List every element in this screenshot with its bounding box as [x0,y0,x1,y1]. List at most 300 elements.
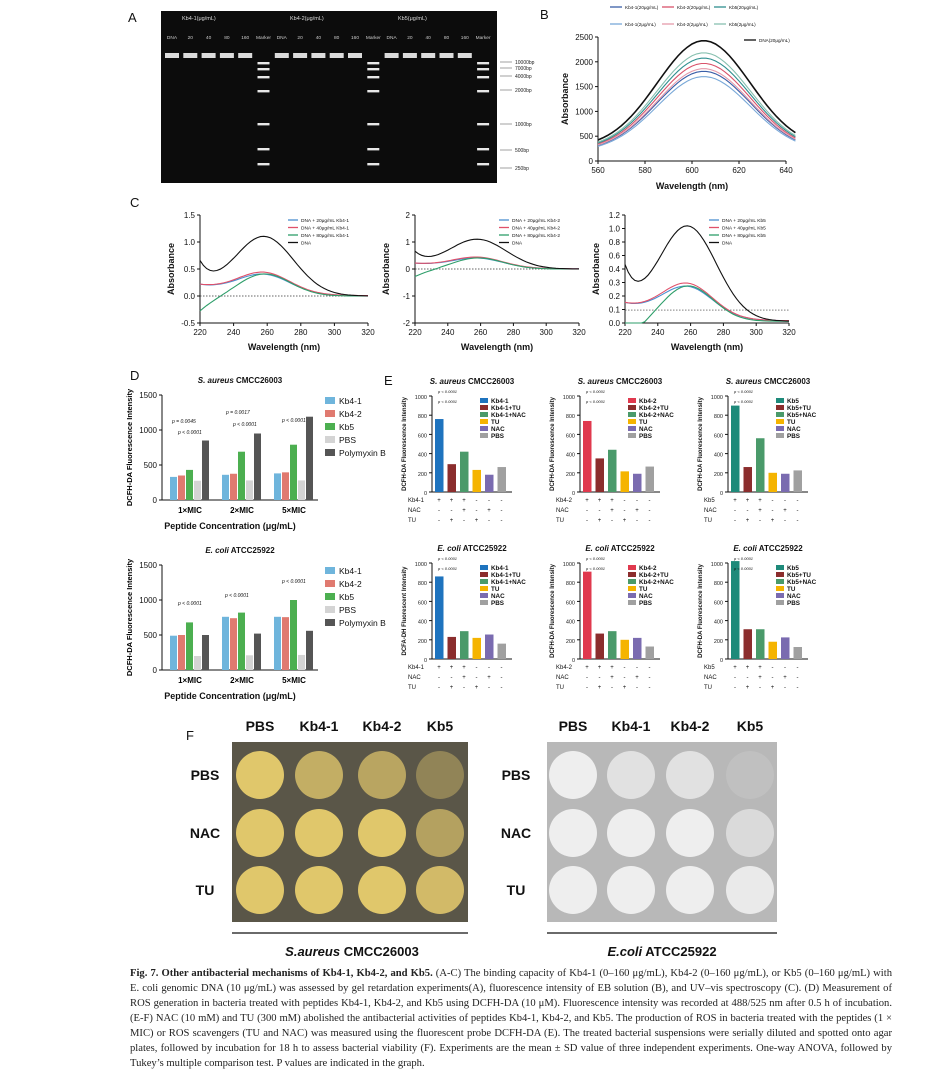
y-tick-label: 800 [565,581,575,588]
legend-label: PBS [639,600,652,607]
chart-title: S. aureus CMCC26003 [429,377,515,386]
treatment-sign: - [450,675,453,681]
marker-band [477,68,489,70]
bar [756,629,765,659]
y-axis-label: DCFH-DA Fluorescence Intensity [402,397,408,491]
y-tick-label: 1000 [562,395,575,401]
legend-swatch [628,579,636,584]
chart-title: E. coli ATCC25922 [437,544,507,553]
dna-band [385,53,399,58]
bar [435,576,444,659]
ros-scavenger-subchart [698,377,817,524]
panel-label-a: A [128,10,137,25]
plate-column-label: PBS [245,718,275,734]
y-tick-label: 0 [423,491,427,497]
treatment-sign: + [474,518,479,524]
legend-label: Kb5+NAC [787,579,817,586]
x-tick-label: 320 [782,328,796,337]
y-tick-label: 0 [588,157,593,166]
y-tick-label: 0 [152,666,157,675]
colony-spot [666,866,714,914]
y-tick-label: 1000 [139,596,157,605]
uv-vis-series [200,274,368,311]
x-tick-label: 220 [408,328,422,337]
bar [485,475,494,492]
legend-swatch [480,572,488,577]
legend-label: NAC [787,593,801,600]
uv-vis-series [625,286,789,321]
uv-vis-series [625,283,789,321]
legend-label: TU [787,586,796,593]
gel-lane-label: 160 [350,36,360,41]
p-value-label: p < 0.0001 [438,556,458,561]
treatment-sign: + [610,675,614,681]
marker-band [258,123,270,125]
treatment-sign: - [475,675,478,681]
treatment-sign: - [623,498,626,504]
marker-band [477,90,489,92]
y-axis-label: DCFH-DA Fluorescence Intensity [550,564,556,658]
marker-band [477,62,489,64]
treatment-sign: - [438,508,440,514]
treatment-sign: - [796,498,799,504]
legend-label: Kb4-1+NAC [491,412,526,419]
gel-lane-label: 40 [425,36,431,41]
bar [498,644,507,659]
x-tick-label: 320 [361,328,375,337]
y-tick-label: 400 [565,619,575,626]
legend-swatch [325,410,335,417]
legend-label: Kb4-1(2μg/mL) [625,22,656,27]
marker-band [367,163,379,165]
uv-vis-series [415,258,579,277]
bar [170,477,177,500]
legend-label: Kb4-1+TU [491,572,521,579]
legend-label: Kb4-2 [339,409,362,419]
dna-band [440,53,454,58]
ros-scavenger-subchart [402,377,526,524]
legend-label: Kb4-2+TU [639,405,669,412]
bar [485,635,494,659]
bar [282,617,289,670]
colony-spot [295,751,343,799]
p-value-label: p < 0.0001 [586,399,606,404]
marker-band [258,163,270,165]
gel-lane-label: 160 [241,36,250,41]
legend-label: PBS [339,605,357,615]
uv-vis-series [415,239,579,269]
legend-swatch [776,586,784,591]
legend-label: PBS [491,433,504,440]
gel-lane-label: 80 [224,36,230,41]
bar [254,634,261,670]
bar [238,613,245,670]
y-tick-label: 0.1 [608,305,620,315]
legend-swatch [480,426,488,431]
plate-row-label: NAC [500,825,532,841]
treatment-row-label: Kb5 [704,498,715,504]
gel-lane-label: 40 [205,36,212,41]
legend-label: DNA + 20μg/mL Kb5 [722,219,766,224]
bar [769,642,778,659]
bar [633,474,642,492]
legend-swatch [480,398,488,403]
spectrum-series [598,71,795,145]
p-value-label: p < 0.0001 [225,593,249,599]
treatment-sign: + [745,685,750,691]
bar [621,640,630,659]
treatment-sign: + [462,675,466,681]
legend-swatch [325,593,335,600]
legend-label: TU [491,419,500,426]
colony-spot [607,751,655,799]
colony-spot [726,809,774,857]
legend-label: TU [491,586,500,593]
colony-spot [726,751,774,799]
marker-band [477,148,489,150]
y-tick-label: 1000 [414,395,427,401]
uv-vis-subchart [381,211,586,352]
x-tick-label: 600 [685,166,699,175]
plate-column-label: Kb4-1 [611,718,651,734]
x-tick-label: 260 [260,328,274,337]
spectrum-series [598,53,795,142]
treatment-row-label: Kb5 [704,665,715,671]
legend-label: NAC [491,426,505,433]
legend-label: Polymyxin B [339,618,386,628]
gel-lane-label: 40 [315,36,322,41]
bar [170,636,177,670]
legend-swatch [776,565,784,570]
treatment-sign: - [488,498,490,504]
y-tick-label: 600 [417,433,427,440]
treatment-sign: - [475,498,478,504]
uv-vis-charts-c [166,211,796,352]
legend-swatch [628,565,636,570]
chart-title: E. coli ATCC25922 [205,546,275,555]
chart-title: S. aureus CMCC26003 [725,377,811,386]
gel-group-label: Kb4-1(μg/mL) [182,16,216,22]
p-value-label: p < 0.0001 [734,556,754,561]
uv-vis-series [200,236,368,296]
treatment-sign: + [758,675,762,681]
legend-swatch [628,405,636,410]
agar-plates-f [190,718,777,959]
bar [633,638,642,659]
treatment-sign: - [636,685,638,691]
bar [306,417,313,500]
y-tick-label: 200 [565,471,575,478]
legend-swatch [628,600,636,605]
bar [298,480,305,500]
colony-spot [295,866,343,914]
legend-label: DNA(20μg/mL) [759,38,790,43]
legend-label: DNA [512,241,523,247]
treatment-sign: - [586,518,588,524]
bar [202,441,209,501]
y-tick-label: 0 [571,491,575,497]
y-tick-label: -2 [402,319,410,328]
uv-vis-series [625,286,789,323]
y-tick-label: 1000 [710,562,723,568]
colony-spot [295,809,343,857]
legend-swatch [480,579,488,584]
colony-spot [416,866,464,914]
legend-swatch [628,586,636,591]
plate-row-label: PBS [190,767,220,783]
p-value-label: p < 0.0001 [586,566,606,571]
y-tick-label: 400 [565,452,575,459]
uv-vis-subchart [591,211,796,352]
legend-label: NAC [639,593,653,600]
bar [246,480,253,500]
p-value-label: p < 0.0001 [734,389,754,394]
marker-size-label: 2000bp [515,88,532,94]
x-tick-label: 300 [539,328,553,337]
treatment-sign: + [610,665,614,671]
legend-swatch [776,593,784,598]
x-tick-label: 280 [716,328,731,337]
gel-lane-label: DNA [386,36,397,41]
x-tick-label: 280 [294,328,308,337]
plate-column-label: PBS [558,718,588,734]
y-tick-label: 600 [565,600,575,607]
legend-swatch [480,586,488,591]
treatment-sign: - [500,685,503,691]
treatment-sign: - [734,518,736,524]
x-tick-label: 2×MIC [230,506,254,515]
y-tick-label: 1.0 [183,238,195,247]
spectrum-series [598,69,795,145]
legend-label: Kb5+NAC [787,412,817,419]
plate-column-label: Kb5 [426,718,454,734]
panel-label-f: F [186,728,194,743]
bar [290,445,297,500]
legend-swatch [776,572,784,577]
marker-size-label: 10000bp [515,60,535,66]
plate-row-label: TU [195,882,215,898]
colony-spot [666,809,714,857]
gel-lane-label: 160 [460,36,469,41]
bar [583,572,592,659]
bar [794,470,803,492]
dna-band [311,53,325,58]
dna-band [403,53,417,58]
gel-group-label: Kb5(μg/mL) [398,16,427,22]
gel-lane-label: DNA [166,36,178,41]
colony-spot [549,751,597,799]
y-tick-label: 1.2 [608,211,620,220]
ros-scavenger-subchart [698,544,817,691]
y-tick-label: 0 [719,491,723,497]
treatment-row-label: NAC [556,675,569,681]
y-tick-label: 0.0 [183,292,195,301]
bar [448,464,457,492]
gel-lane-label: Marker [365,36,381,41]
legend-label: Kb4-2 [639,398,657,405]
marker-band [258,90,270,92]
x-tick-label: 580 [638,166,652,175]
marker-band [367,68,379,70]
x-axis-label: Wavelength (nm) [247,342,321,352]
legend-label: Kb4-1 [491,398,509,405]
legend-swatch [628,426,636,431]
y-axis-label: DCFA-DH Fluorescent Intensity [402,566,408,656]
plate-column-label: Kb5 [736,718,764,734]
legend-swatch [628,593,636,598]
bar [254,434,261,501]
colony-spot [236,809,284,857]
legend-label: Kb4-1 [339,566,362,576]
treatment-sign: - [771,508,774,514]
plate-column-label: Kb4-1 [299,718,339,734]
y-tick-label: 2000 [575,57,593,67]
x-tick-label: 1×MIC [178,506,202,515]
legend-label: DNA + 80μg/mL Kb4-1 [301,234,350,239]
y-tick-label: 1000 [575,107,593,117]
treatment-sign: - [771,498,774,504]
treatment-sign: + [622,685,627,691]
legend-label: Kb4-1+NAC [491,579,526,586]
treatment-sign: - [796,675,799,681]
treatment-sign: - [796,665,799,671]
y-tick-label: 800 [417,581,427,588]
y-tick-label: 0.4 [608,265,620,274]
treatment-sign: + [783,508,787,514]
treatment-sign: - [796,518,799,524]
legend-swatch [628,412,636,417]
y-tick-label: 2 [405,211,410,220]
bar [448,637,457,659]
uv-vis-series [625,226,789,321]
treatment-sign: - [586,675,588,681]
y-tick-label: 2500 [575,33,593,42]
bar [238,452,245,500]
y-tick-label: 0 [423,658,427,664]
x-axis-label: Peptide Concentration (μg/mL) [164,521,296,531]
treatment-sign: - [648,498,651,504]
bar [186,470,193,500]
treatment-sign: - [746,508,749,514]
legend-swatch [776,433,784,438]
legend-swatch [628,419,636,424]
x-axis-label: Peptide Concentration (μg/mL) [164,691,296,701]
legend-label: TU [639,419,648,426]
treatment-sign: - [648,508,651,514]
treatment-sign: - [623,665,626,671]
marker-band [367,123,379,125]
panel-label-b: B [540,7,549,22]
y-axis-label: Absorbance [560,72,570,126]
p-value-label: p < 0.0001 [282,579,306,585]
x-tick-label: 300 [327,328,342,337]
legend-label: Kb4-2 [339,579,362,589]
organism-label: E.coli ATCC25922 [607,944,717,959]
y-tick-label: 0.5 [183,265,195,274]
treatment-sign: - [623,508,626,514]
marker-band [367,90,379,92]
legend-label: DNA [301,241,312,247]
legend-label: PBS [787,433,800,440]
legend-label: TU [787,419,796,426]
treatment-sign: + [462,498,466,504]
legend-label: DNA + 80μg/mL Kb4-2 [512,234,561,239]
bar [794,647,803,659]
p-value-label: p = 0.0017 [226,410,250,416]
treatment-sign: - [648,675,651,681]
colony-spot [416,751,464,799]
legend-label: Kb5(2μg/mL) [729,22,756,27]
y-tick-label: 0.2 [608,292,620,301]
legend-label: Kb4-1(20μg/mL) [625,5,659,10]
treatment-sign: + [597,665,602,671]
bar [646,467,655,492]
treatment-sign: - [450,508,453,514]
treatment-sign: + [597,685,602,691]
legend-label: Kb5+TU [787,572,811,579]
bar [646,647,655,659]
legend-label: PBS [339,435,357,445]
uv-vis-series [200,272,368,296]
y-axis-label: DCFH-DA Fluorescence Intensity [698,564,704,658]
bar [473,638,482,659]
y-tick-label: 200 [713,638,723,645]
treatment-sign: - [636,498,638,504]
treatment-sign: - [648,665,651,671]
chart-title: E. coli ATCC25922 [733,544,803,553]
treatment-sign: + [585,665,589,671]
treatment-sign: - [500,508,503,514]
legend-swatch [776,412,784,417]
p-value-label: p < 0.0001 [178,430,202,436]
x-tick-label: 240 [441,328,455,337]
treatment-sign: - [796,685,799,691]
y-tick-label: 0.0 [608,319,620,328]
treatment-sign: - [500,675,503,681]
y-tick-label: 1 [405,238,410,247]
treatment-sign: + [783,675,787,681]
treatment-sign: - [463,518,465,524]
treatment-sign: - [784,665,786,671]
marker-size-label: 500bp [515,148,529,154]
legend-swatch [325,436,335,443]
chart-title: S. aureus CMCC26003 [577,377,663,386]
dna-band [183,53,197,58]
treatment-sign: - [438,518,440,524]
legend-label: Kb5 [339,592,355,602]
gel-marker-labels [500,60,535,172]
gel-lane-label: Marker [256,36,271,41]
bar [282,472,289,500]
treatment-sign: + [437,665,441,671]
treatment-row-label: Kb4-1 [408,665,425,671]
y-axis-label: DCFH-DA Fluorescence Intensity [125,388,134,507]
y-tick-label: 1.5 [183,211,195,220]
legend-swatch [480,565,488,570]
y-tick-label: 600 [713,600,723,607]
x-tick-label: 620 [732,166,746,175]
y-tick-label: 1000 [710,395,723,401]
y-tick-label: 800 [417,414,427,421]
treatment-row-label: NAC [408,675,421,681]
y-tick-label: 200 [417,471,427,478]
x-axis-label: Wavelength (nm) [655,181,729,191]
colony-spot [549,809,597,857]
y-axis-label: DCFH-DA Fluorescence Intensity [698,397,704,491]
legend-label: Kb4-2(2μg/mL) [677,22,708,27]
treatment-sign: + [745,498,750,504]
legend-swatch [776,426,784,431]
